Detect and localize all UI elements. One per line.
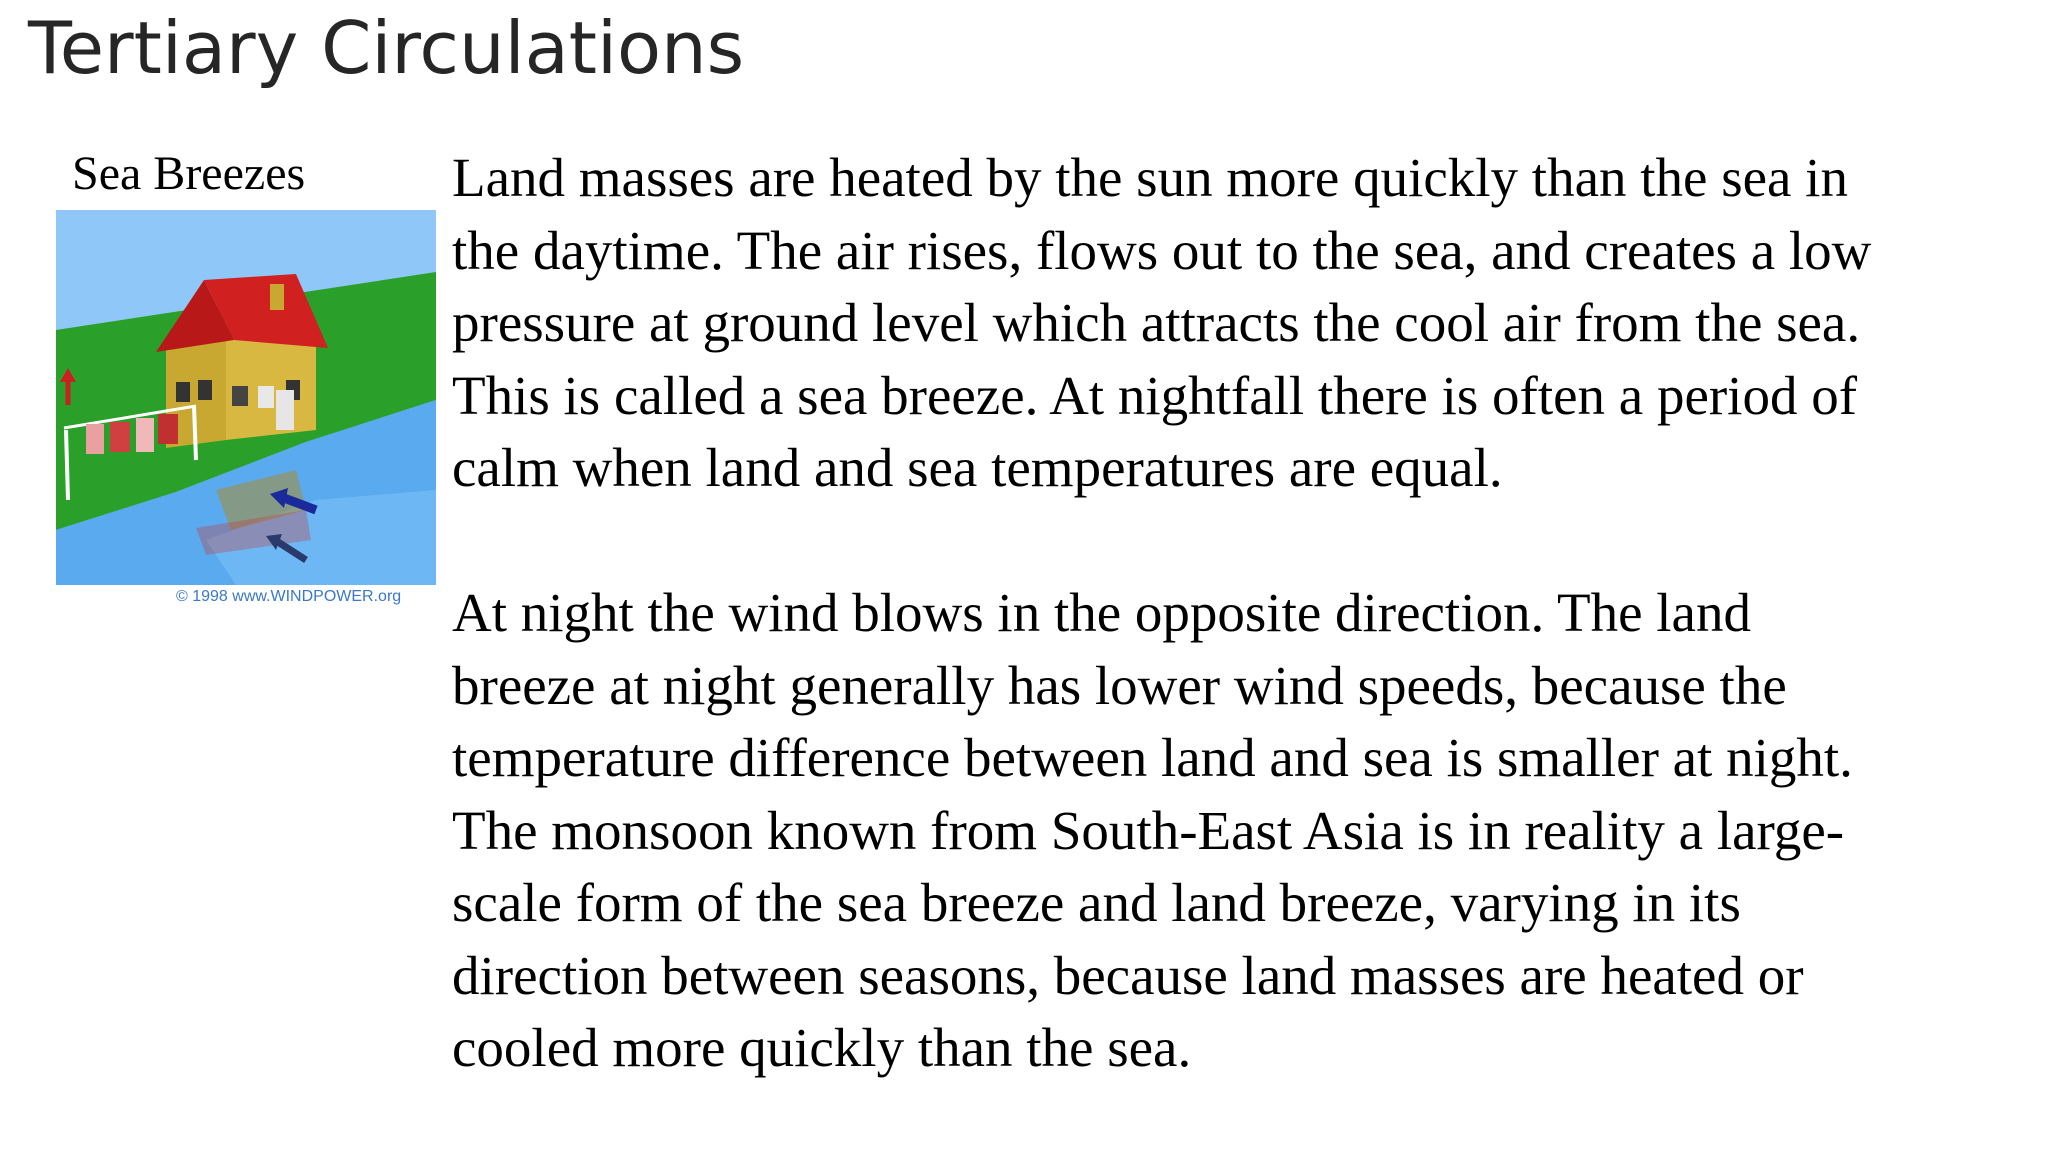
slide-title: Tertiary Circulations — [28, 6, 745, 90]
sea-breeze-illustration — [56, 210, 436, 585]
paragraph-sea-breeze: Land masses are heated by the sun more quickly than the sea in the daytime. The air rises, flows out to the sea, and creates a low pressure at ground level which attracts the cool air from the sea. This is called a sea breeze. At nightfall there is often a period of calm when land and sea temperatures are equal. — [452, 147, 1872, 498]
figure-credit: © 1998 www.WINDPOWER.org — [176, 588, 402, 605]
figure-caption: Sea Breezes — [72, 147, 306, 200]
paragraph-land-breeze: At night the wind blows in the opposite direction. The land breeze at night generally has lower wind speeds, because the temperature difference between land and sea is smaller at night. The monsoon known from South-East Asia is in reality a large- scale form of the sea breeze and land breeze, varying in its direction between seasons, because land masses are heated or cooled more quickly than the sea. — [452, 582, 1853, 1078]
